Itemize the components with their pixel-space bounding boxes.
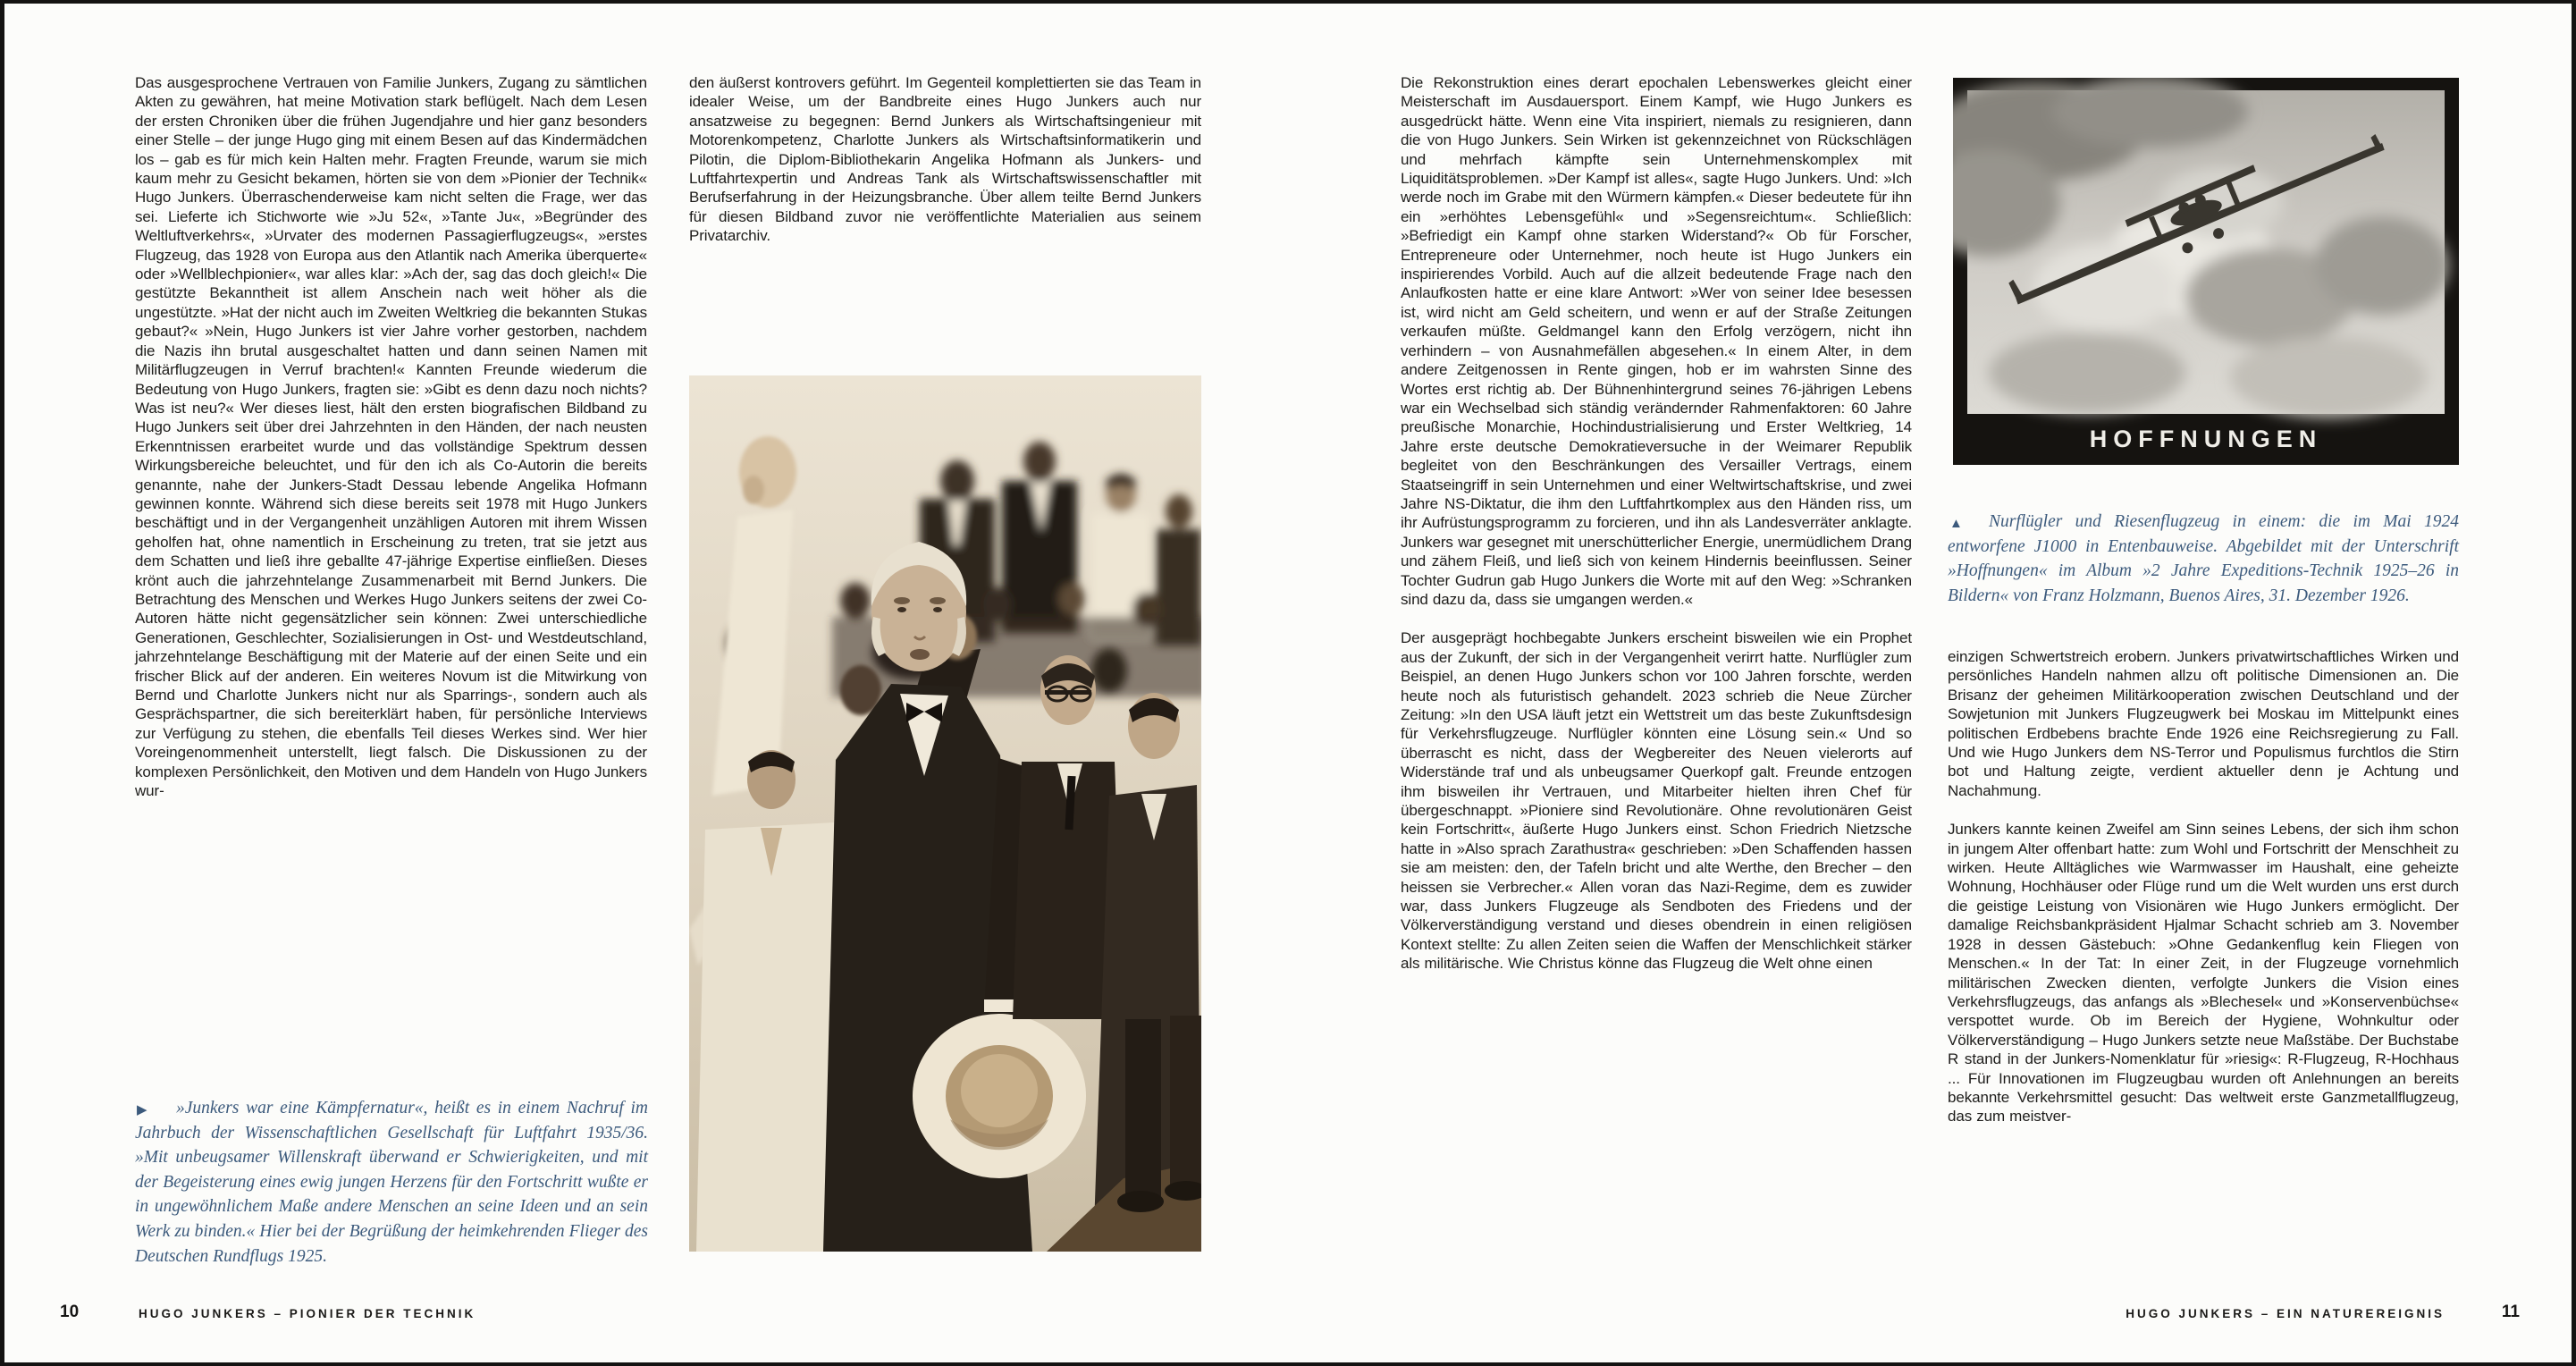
page-number-right: 11: [2501, 1303, 2520, 1321]
caption-arrow-right-icon: ▶: [137, 1103, 147, 1117]
aircraft-photo: [1953, 78, 2459, 465]
left-photo-caption: [135, 1096, 648, 1269]
body-paragraph: Junkers kannte keinen Zweifel am Sinn seines Lebens, der sich ihm schon in jungem Alter offenbart hatte: zum Wohl und Fortschritt der Menschheit zu wirken. Heute Alltägliches wie Warmwasser im Haushalt, eine geheizte Wohnung, Hochhäuser oder Flüge rund um die Welt wurden uns erst durch die geistige Leistung von Visionären wie Hugo Junkers ermöglicht. Der damalige Reichsbankpräsident Hjalmar Schacht schrieb am 3. November 1928 in dessen Gästebuch: »Ohne Gedankenflug kein Fliegen von Menschen.« In der Tat: In einer Zeit, in der Flugzeuge vornehmlich militärischen Zwecken dienten, verfolgte Junkers die Vision eines Verkehrsflugzeugs, das anfangs als »Blechesel« und »Konservenbüchse« verspottet wurde. Ob im Bereich der Hygiene, Wohnkultur oder Völkerverständigung – Hugo Junkers setzte neue Maßstäbe. Der Buchstabe R stand in der Junkers-Nomenklatur für »riesig«: R-Flugzeug, R-Hochhaus ... Für Innovationen im Flugzeugbau wurden oft Anlehnungen an bereits bekannte Verkehrsmittel gesucht: Das weltweit erste Ganzmetallflugzeug, das zum meistver-: [1948, 821, 2459, 1126]
right-page-column-1: [1401, 73, 1912, 974]
body-paragraph: den äußerst kontrovers geführt. Im Gegenteil komplettierten sie das Team in idealer Weise, um der Bandbreite eines Hugo Junkers auch nur ansatzweise zu begegnen: Bernd Junkers als Wirtschaftsingenieur mit Motorenkompetenz, Charlotte Junkers als Wirtschaftsinformatikerin und Pilotin, die Diplom-Bibliothekarin Angelika Hofmann als Junkers- und Luftfahrtexpertin und Andreas Tank als Wirtschaftswissenschaftler mit Berufserfahrung in der Heizungsbranche. Über allem teilte Bernd Junkers für diesen Bildband zuvor nie veröffentlichte Materialien aus seinem Privatarchiv.: [689, 74, 1201, 245]
body-paragraph: Die Rekonstruktion eines derart epochalen Lebenswerkes gleicht einer Meisterschaft im Ausdauersport. Einem Kampf, wie Hugo Junkers es ausgedrückt hätte. Wenn eine Vita inspiriert, niemals zu resignieren, dann die von Hugo Junkers. Sein Wirken ist gekennzeichnet von Rückschlägen und mehrfach kämpfte sein Unternehmenskomplex mit Liquiditätsproblemen. »Der Kampf ist alles«, sagte Hugo Junkers. Und: »Ich werde noch im Grabe mit den Würmern kämpfen.« Dieser bedeutete für ihn ein »erhöhtes Lebensgefühl« und »Segensreichtum«. Schließlich: »Befriedigt ein Kampf ohne starken Widerstand?« Ob für Forscher, Entrepreneure oder Unternehmer, noch heute ist Hugo Junkers ein inspirierendes Vorbild. Auch auf die allzeit bedeutende Frage nach den Anlaufkosten hatte er eine klare Antwort: »Wer von seiner Idee besessen ist, wird nicht am Geld scheitern, und wenn er auf der Straße Zeitungen verkaufen müßte. Geldmangel kann den Erfolg verzögern, nicht ihn verhindern – von Ausnahmefällen abgesehen.« In einem Alter, in dem andere Zeitgenossen in Rente gingen, hob er im wahrsten Sinne des Wortes erst richtig ab. Der Bühnenhintergrund seines 76-jährigen Lebens war ein Wechselbad sich ständig verändernder Rahmenfaktoren: 60 Jahre preußische Monarchie, Hochindustrialisierung und Erster Weltkrieg, 14 Jahre erste deutsche Demokratieversuche in der Weimarer Republik begleitet von den Beschränkungen des Versailler Vertrags, einem Staatseingriff in sein Unternehmen und einer Weltwirtschaftskrise, und zwei Jahre NS-Diktatur, die ihm den Luftfahrtkomplex aus den Händen riss, um ihr Aufrüstungsprogramm zu forcieren, und ihn als Landesverräter anklagte. Junkers war gesegnet mit unerschütterlicher Energie, unermüdlichem Drang und zähem Fleiß, und ließ sich von keinem Hindernis beeinflussen. Seiner Tochter Gudrun gab Hugo Junkers die Worte mit auf den Weg: »Schranken sind dazu da, dass sie umgangen werden.«: [1401, 74, 1912, 608]
aircraft-photo-illustration: [1953, 78, 2459, 465]
running-title-left: HUGO JUNKERS – PIONIER DER TECHNIK: [139, 1307, 476, 1320]
caption-arrow-up-icon: ▲: [1949, 517, 1963, 531]
right-photo-caption-text: Nurflügler und Riesenflugzeug in einem: die im Mai 1924 entworfene J1000 in Entenbauweise. Abgebildet mit der Unterschrift »Hoffnungen« im Album »2 Jahre Expeditions-Technik 1925–26 in Bildern« von Franz Holzmann, Buenos Aires, 31. Dezember 1926.: [1948, 512, 2459, 605]
left-page-column-1: [135, 73, 647, 800]
crowd-photo: [689, 375, 1201, 1252]
left-page-column-2: [689, 73, 1201, 246]
left-photo-caption-text: »Junkers war eine Kämpfernatur«, heißt es in einem Nachruf im Jahrbuch der Wissenschaftlichen Gesellschaft für Luftfahrt 1935/36. »Mit unbeugsamer Willenskraft überwand er Schwierigkeiten, und mit der Begeisterung eines ewig jungen Herzens für den Fortschritt wußte er in ungewöhnlichem Maße andere Menschen an seine Ideen und an sein Werk zu binden.« Hier bei der Begrüßung der heimkehrenden Flieger des Deutschen Rundflugs 1925.: [135, 1099, 648, 1266]
body-paragraph: Das ausgesprochene Vertrauen von Familie Junkers, Zugang zu sämtlichen Akten zu gewähren, hat meine Motivation stark beflügelt. Nach dem Lesen der ersten Chroniken über die frühen Jugendjahre und hier ganz besonders einer Stelle – der junge Hugo ging mit einem Besen auf das Kindermädchen los – gab es für mich kein Halten mehr. Fragten Freunde, warum sie mich kaum mehr zu Gesicht bekamen, hörten sie von dem »Pionier der Technik« Hugo Junkers. Überraschenderweise kam nicht selten die Frage, wer das sei. Lieferte ich Stichworte wie »Ju 52«, »Tante Ju«, »Begründer des Weltluftverkehrs«, »Urvater des modernen Passagierflugzeugs«, »erstes Flugzeug, das 1928 von Europa aus den Atlantik nach Amerika überquerte« oder »Wellblechpionier«, war alles klar: »Ach der, sag das doch gleich!« Die gestützte Bekanntheit ist allem Anschein nach weit höher als die ungestützte. »Hat der nicht auch im Zweiten Weltkrieg die bekannten Stukas gebaut?« »Nein, Hugo Junkers ist vier Jahre vorher gestorben, nachdem die Nazis ihn brutal ausgeschaltet hatten und dann seinen Namen mit Militärflugzeugen in Verruf brachten!« Kannten Freunde wiederum die Bedeutung von Hugo Junkers, fragten sie: »Gibt es denn dazu noch nichts? Was ist neu?« Wer dieses liest, hält den ersten biografischen Bildband zu Hugo Junkers seit über drei Jahrzehnten in den Händen, der nach neusten Erkenntnissen erarbeitet wurde und das vollständige Spektrum dessen Wirkungsbereiche beleuchtet, und für den ich als Co-Autorin die bereits genannte, nahe der Junkers-Stadt Dessau lebende Angelika Hofmann gewinnen konnte. Während sich diese bereits seit 1978 mit Hugo Junkers beschäftigt und in der Vergangenheit unzähligen Autoren mit ihrem Wissen geholfen hat, ohne namentlich in Erscheinung zu treten, trat sie jetzt aus dem Schatten und ließ ihre geballte 47-jährige Expertise einfließen. Dieses krönt auch die jahrzehntelange Zusammenarbeit mit Bernd Junkers. Die Betrachtung des Menschen und Werkes Hugo Junkers seitens der zwei Co-Autoren hätte nicht gegensätzlicher sein können: Zwei unterschiedliche Generationen, Geschlechter, Sozialisierungen in Ost- und Westdeutschland, jahrzehntelange Beschäftigung mit der Materie auf der einen Seite und ein frischer Blick auf der anderen. Ein weiteres Novum ist die Mitwirkung von Bernd und Charlotte Junkers nicht nur als Sparrings-, sondern auch als Gesprächspartner, die sich bereiterklärt haben, für persönliche Interviews zur Verfügung zu stehen, die ebenfalls Teil dieses Werkes sind. Wer hier Voreingenommenheit unterstellt, liegt falsch. Die Diskussionen zu der komplexen Persönlichkeit, den Motiven und dem Handeln von Hugo Junkers wur-: [135, 74, 647, 800]
page-number-left: 10: [60, 1303, 80, 1321]
photo-title-label: HOFFNUNGEN: [2089, 426, 2323, 452]
body-paragraph: einzigen Schwertstreich erobern. Junkers privatwirtschaftliches Wirken und persönliches Handeln nahmen allzu oft politische Dimensionen an. Die Brisanz der geheimen Militärkooperation zwischen Deutschland und der Sowjetunion mit Junkers Flugzeugwerk bei Moskau im Mittelpunkt eines politischen Erdbebens brachte Ende 1926 eine Reichsregierung zu Fall. Und wie Hugo Junkers dem NS-Terror und Populismus furchtlos die Stirn bot und Haltung zeigte, verdient aktueller denn je Achtung und Nachahmung.: [1948, 648, 2459, 799]
body-paragraph: Der ausgeprägt hochbegabte Junkers erscheint bisweilen wie ein Prophet aus der Zukunft, der sich in der Vergangenheit verirrt hatte. Nurflügler zum Beispiel, an denen Hugo Junkers schon vor 100 Jahren forschte, werden heute noch als futuristisch gehandelt. 2023 schrieb die Neue Zürcher Zeitung: »In den USA läuft jetzt ein Wettstreit um das beste Zukunftsdesign für Verkehrsflugzeuge. Nurflügler könnten eine Lösung sein.« Und so überrascht es nicht, dass der Wegbereiter des Neuen vielerorts auf Widerstände traf und als unbeugsamer Querkopf galt. Freunde entzogen ihm bisweilen ihr Vertrauen, und Mitarbeiter hielten ihren Chef für übergeschnappt. »Pioniere sind Revolutionäre. Ohne revolutionären Geist kein Fortschritt«, äußerte Hugo Junkers einst. Schon Friedrich Nietzsche hatte in »Also sprach Zarathustra« geschrieben: »Den Schaffenden hassen sie am meisten: den, der Tafeln bricht und alte Werthe, den Brecher – den heissen sie Verbrecher.« Allen voran das Nazi-Regime, dem es zuwider war, dass Junkers Flugzeuge als Sendboten des Friedens und der Völkerverständigung verstand und dieses obendrein in einen religiösen Kontext stellte: Zu allen Zeiten seien die Waffen der Menschlichkeit stärker als militärische. Wie Christus könne das Flugzeug die Welt ohne einen: [1401, 629, 1912, 973]
right-photo-caption: [1948, 510, 2459, 608]
right-page-column-2: [1948, 647, 2459, 1126]
crowd-photo-illustration: [689, 375, 1201, 1252]
running-title-right: HUGO JUNKERS – EIN NATUREREIGNIS: [2126, 1307, 2445, 1320]
book-spread: [4, 4, 2572, 1362]
